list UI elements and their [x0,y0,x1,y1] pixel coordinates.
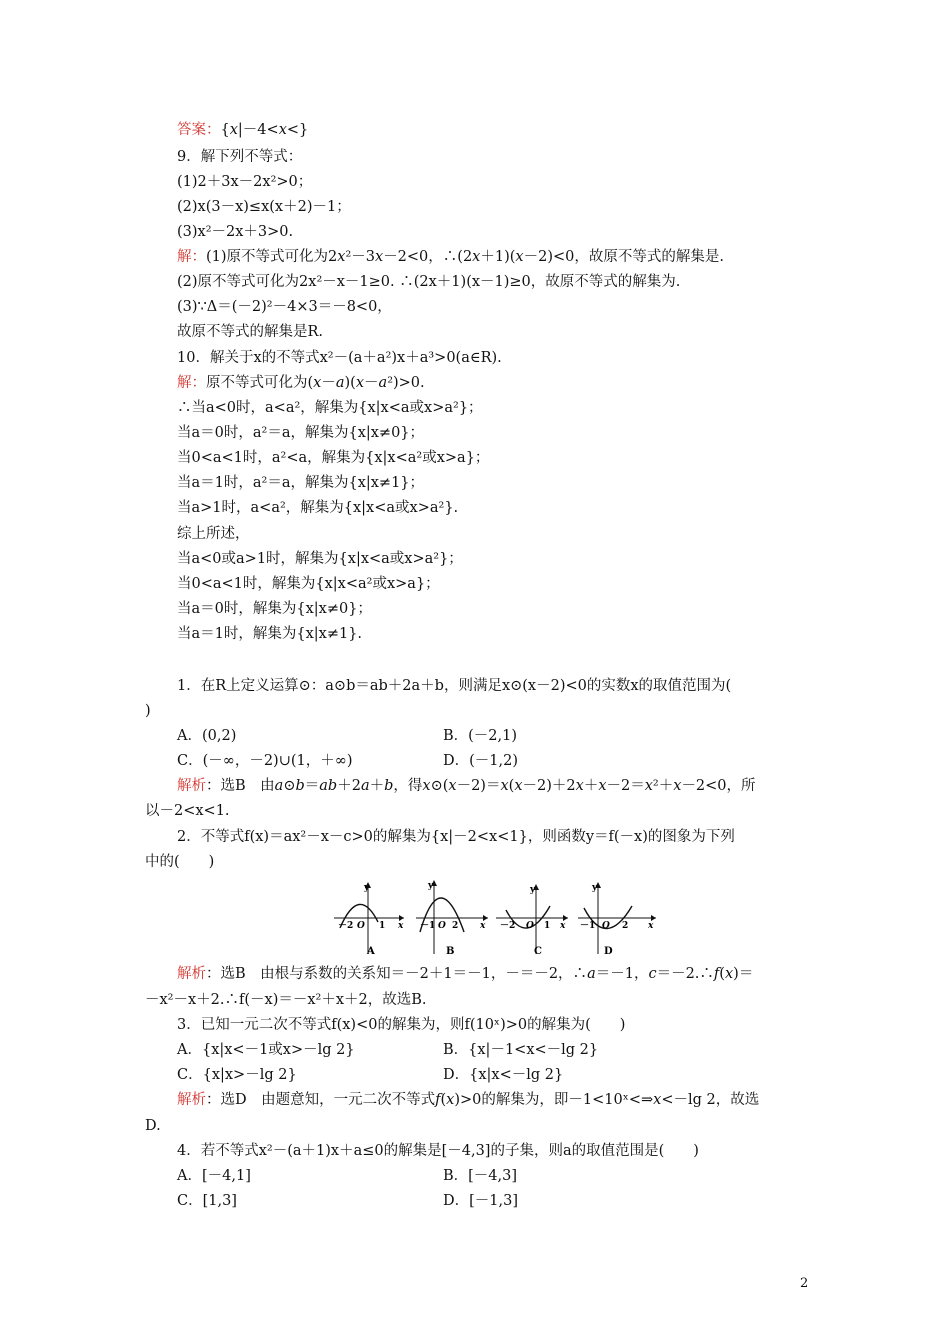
analysis-label: 解析 [177,966,206,982]
panel-label-c: C [534,946,542,957]
ex1-option-a: A．(0,2) [177,728,237,744]
analysis-label: 解析 [177,1092,206,1108]
panel-label-b: B [446,946,455,957]
q9-solution-4: 故原不等式的解集是R. [177,324,324,340]
a-x: x [398,921,404,931]
q9-solution-1: 解：(1)原不等式可化为2x²－3x－2<0，∴(2x＋1)(x－2)<0，故原不等式的解集是. [177,249,724,265]
q9-part3: (3)x²－2x＋3>0. [177,224,294,240]
graph-panel-d [578,882,656,957]
c-tick-right: 1 [544,921,551,931]
ex3-option-d: D．{x|x<－lg 2} [443,1067,564,1083]
d-origin: O [602,921,610,931]
answer-line: 答案：{x|－4<x<} [177,122,309,138]
ex1-analysis-cont: 以－2<x<1. [145,803,230,819]
a-origin: O [357,921,365,931]
graph-panel-a [334,882,404,957]
ex2-question-cont: 中的( ) [145,854,215,870]
c-x: x [560,921,566,931]
b-origin: O [438,921,446,931]
ex3-analysis: 解析：选D 由题意知，一元二次不等式f(x)>0的解集为，即－1<10ˣ<⇒x<－lg 2，故选 [177,1092,760,1108]
b-y: y [428,881,434,891]
ex2-graph-figure [334,876,658,962]
q10-case-3: 当0<a<1时，a²<a，解集为{x|x<a²或x>a}； [177,450,490,466]
q10-summary-title: 综上所述， [177,526,250,542]
d-x: x [648,921,654,931]
q10-case-1: ∴当a<0时，a<a²，解集为{x|x<a或x>a²}； [177,400,483,416]
ex3-question: 3．已知一元二次不等式f(x)<0的解集为，则f(10ˣ)>0的解集为( ) [177,1017,626,1033]
ex2-analysis: 解析：选B 由根与系数的关系知＝－2＋1＝－1，－＝－2，∴a＝－1，c＝－2.∴f(x)＝ [177,966,754,982]
q10-summary-3: 当a＝0时，解集为{x|x≠0}； [177,601,372,617]
ex4-option-c: C．[1,3] [177,1193,237,1209]
ex1-option-d: D．(－1,2) [443,753,518,769]
solution-label: 解： [177,375,206,391]
q10-summary-2: 当0<a<1时，解集为{x|x<a²或x>a}； [177,576,440,592]
q10-summary-4: 当a＝1时，解集为{x|x≠1}. [177,626,363,642]
c-y: y [530,885,536,895]
q10-case-4: 当a＝1时，a²＝a，解集为{x|x≠1}； [177,475,425,491]
a-tick-left: －2 [338,921,354,931]
ex4-question: 4．若不等式x²－(a＋1)x＋a≤0的解集是[－4,3]的子集，则a的取值范围是( ) [177,1143,699,1159]
q9-solution-2: (2)原不等式可化为2x²－x－1≥0. ∴(2x＋1)(x－1)≥0，故原不等式的解集为. [177,274,681,290]
ex4-option-d: D．[－1,3] [443,1193,518,1209]
answer-label: 答案： [177,122,221,138]
graph-panel-b [416,880,488,957]
ex1-option-b: B．(－2,1) [443,728,518,744]
d-y: y [592,883,598,893]
q9-solution-3: (3)∵Δ＝(－2)²－4×3＝－8<0， [177,299,392,315]
q10-case-2: 当a＝0时，a²＝a，解集为{x|x≠0}； [177,425,425,441]
q10-title: 10．解关于x的不等式x²－(a＋a²)x＋a³>0(a∈R). [177,350,502,366]
ex1-analysis: 解析：选B 由a⊙b＝ab＋2a＋b，得x⊙(x－2)＝x(x－2)＋2x＋x－2＝x²＋x－2<0，所 [177,778,756,794]
panel-label-d: D [604,946,613,957]
q10-case-5: 当a>1时，a<a²，解集为{x|x<a或x>a²}. [177,500,459,516]
q10-summary-1: 当a<0或a>1时，解集为{x|x<a或x>a²}； [177,551,463,567]
q9-title: 9．解下列不等式： [177,149,303,165]
b-tick-left: －1 [420,921,436,931]
b-tick-right: 2 [452,921,459,931]
ex3-analysis-cont: D. [145,1118,161,1134]
graph-panel-c [496,884,568,957]
c-tick-left: －2 [500,921,516,931]
a-y: y [364,883,370,893]
ex4-option-b: B．[－4,3] [443,1168,518,1184]
ex1-option-c: C．(－∞，－2)∪(1，＋∞) [177,753,353,769]
panel-label-a: A [367,946,375,957]
ex1-question: 1．在R上定义运算⊙：a⊙b＝ab＋2a＋b，则满足x⊙(x－2)<0的实数x的取值范围为( [177,678,732,694]
ex1-question-cont: ) [145,703,151,719]
q9-part2: (2)x(3－x)≤x(x＋2)－1； [177,199,351,215]
d-tick-left: －1 [580,921,596,931]
q9-part1: (1)2＋3x－2x²>0； [177,174,313,190]
page-number: 2 [800,1276,809,1291]
solution-label: 解： [177,249,206,265]
ex2-analysis-cont: －x²－x＋2.∴f(－x)＝－x²＋x＋2，故选B. [145,992,427,1008]
c-origin: O [526,921,534,931]
a-tick-right: 1 [379,921,386,931]
b-x: x [480,921,486,931]
analysis-label: 解析 [177,778,206,794]
d-tick-right: 2 [622,921,629,931]
ex3-option-c: C．{x|x>－lg 2} [177,1067,297,1083]
ex4-option-a: A．[－4,1] [177,1168,251,1184]
ex3-option-a: A．{x|x<－1或x>－lg 2} [177,1042,355,1058]
ex3-option-b: B．{x|－1<x<－lg 2} [443,1042,599,1058]
ex2-question: 2．不等式f(x)＝ax²－x－c>0的解集为{x|－2<x<1}，则函数y＝f(－x)的图象为下列 [177,829,735,845]
q10-solution: 解：原不等式可化为(x－a)(x－a²)>0. [177,375,425,391]
